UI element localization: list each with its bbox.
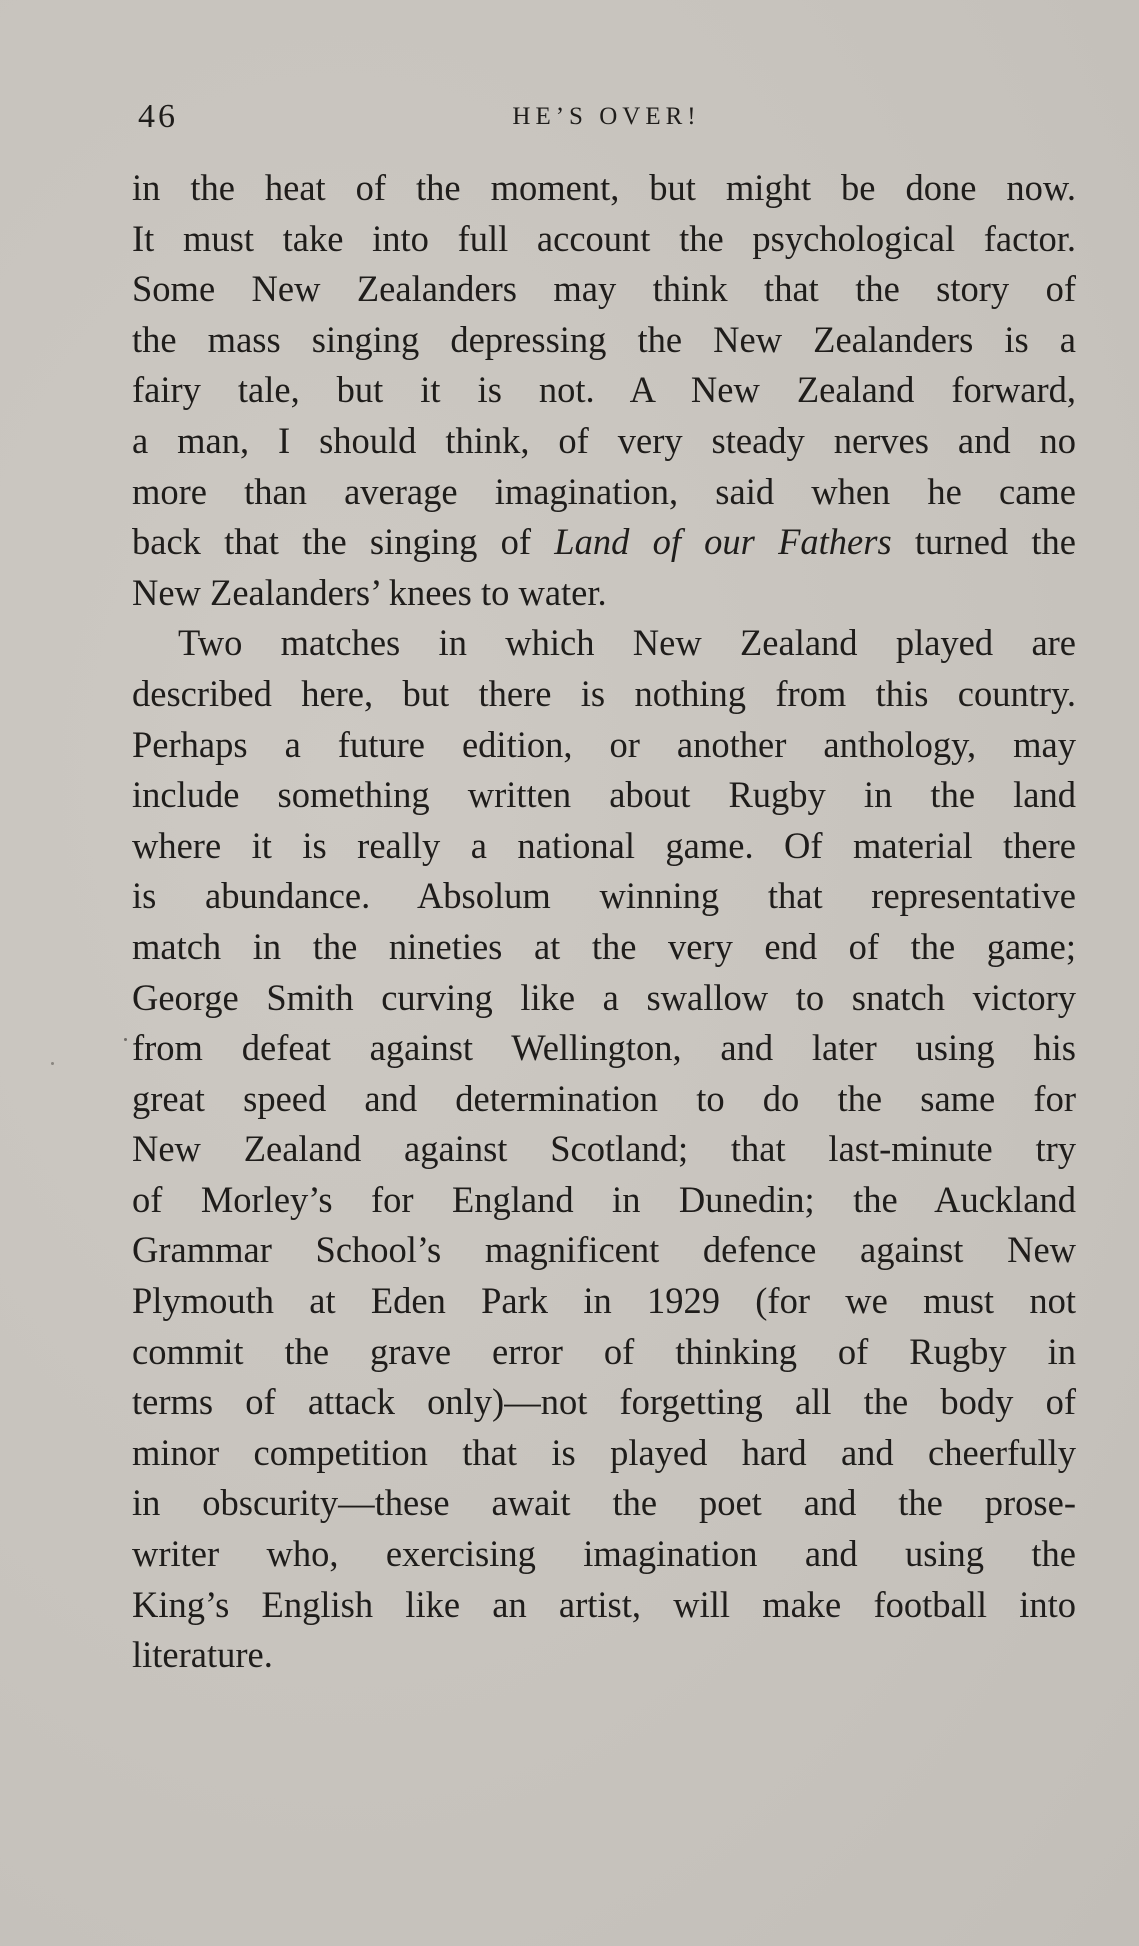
page-number: 46 (138, 98, 178, 135)
text-line: Perhaps a future edition, or another anthology, may (132, 723, 1076, 765)
text-line: King’s English like an artist, will make football into (132, 1583, 1076, 1625)
text-fragment: turned the (891, 521, 1076, 563)
running-head: HE’S OVER! (512, 103, 701, 130)
text-line: George Smith curving like a swallow to snatch victory (132, 976, 1076, 1018)
text-line: Some New Zealanders may think that the story of (132, 268, 1076, 310)
text-line: match in the nineties at the very end of the game; (132, 925, 1076, 967)
text-line-last: literature. (132, 1634, 273, 1676)
text-line: great speed and determination to do the same for (132, 1077, 1076, 1119)
paper-speck (51, 1062, 54, 1065)
text-line: in obscurity—these await the poet and the prose- (132, 1482, 1076, 1524)
text-line: the mass singing depressing the New Zealanders is a (132, 318, 1076, 360)
text-line: of Morley’s for England in Dunedin; the Auckland (132, 1178, 1076, 1220)
text-line: commit the grave error of thinking of Rugby in (132, 1330, 1076, 1372)
text-line: It must take into full account the psychological factor. (132, 217, 1076, 259)
text-line-last: New Zealanders’ knees to water. (132, 571, 607, 613)
song-title: Land of our Fathers (554, 521, 892, 563)
body-text (132, 163, 1076, 1681)
text-fragment: back that the singing of (132, 521, 555, 563)
page-header (138, 94, 1075, 140)
text-line-with-title (132, 517, 1076, 568)
text-line: a man, I should think, of very steady nerves and no (132, 419, 1076, 461)
text-line: minor competition that is played hard and cheerfully (132, 1431, 1076, 1473)
text-line: writer who, exercising imagination and using the (132, 1533, 1076, 1575)
text-line: more than average imagination, said when he came (132, 470, 1076, 512)
text-line: in the heat of the moment, but might be done now. (132, 167, 1076, 208)
text-line-first: Two matches in which New Zealand played are (178, 622, 1076, 664)
text-line: include something written about Rugby in the land (132, 774, 1076, 816)
text-line: where it is really a national game. Of material there (132, 824, 1076, 866)
text-line: is abundance. Absolum winning that representative (132, 875, 1076, 917)
text-line: terms of attack only)—not forgetting all the body of (132, 1381, 1076, 1423)
paper-speck (124, 1038, 127, 1041)
text-line: Plymouth at Eden Park in 1929 (for we must not (132, 1280, 1076, 1322)
text-line: from defeat against Wellington, and later using his (132, 1027, 1076, 1069)
text-line: fairy tale, but it is not. A New Zealand forward, (132, 369, 1076, 411)
text-line: New Zealand against Scotland; that last-minute try (132, 1128, 1076, 1170)
text-line: described here, but there is nothing from this country. (132, 672, 1076, 714)
text-line: Grammar School’s magnificent defence against New (132, 1229, 1076, 1271)
